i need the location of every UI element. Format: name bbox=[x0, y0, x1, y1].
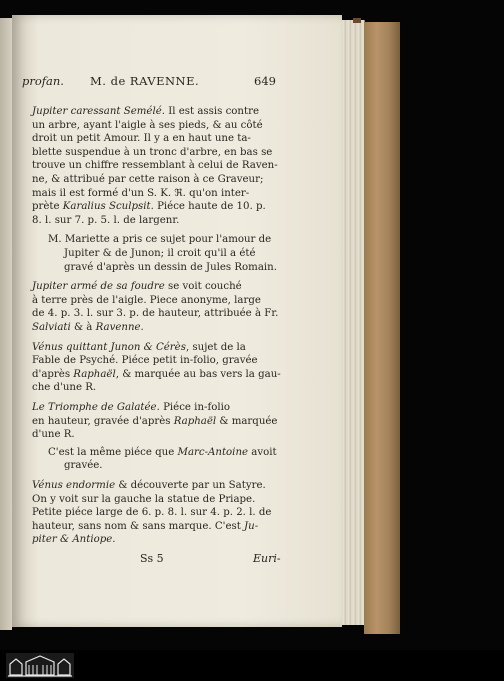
library-building-icon bbox=[6, 653, 74, 678]
text-line: prète Karalius Sculpsit. Piéce haute de 10. p. bbox=[32, 201, 266, 213]
text-line: 8. l. sur 7. p. 5. l. de largenr. bbox=[32, 214, 180, 226]
book-cover bbox=[364, 22, 400, 634]
text-line: Le Triomphe de Galatée. Piéce in-folio bbox=[32, 402, 230, 413]
text-line: trouve un chiffre ressemblant à celui de Raven- bbox=[32, 160, 278, 172]
entry-paragraph bbox=[32, 341, 332, 395]
catchword: Euri- bbox=[253, 552, 281, 565]
entry-paragraph bbox=[32, 401, 332, 442]
facing-page-edge bbox=[0, 18, 12, 630]
text-line: Vénus quittant Junon & Cérès, sujet de la bbox=[32, 341, 246, 353]
text-line: un arbre, ayant l'aigle à ses pieds, & au côté bbox=[32, 119, 263, 131]
running-head bbox=[22, 75, 337, 91]
running-head-title: M. de RAVENNE. bbox=[90, 74, 200, 88]
text-line: hauteur, sans nom & sans marque. C'est Ju- bbox=[32, 520, 259, 532]
entry-paragraph bbox=[48, 446, 332, 473]
viewer-footer bbox=[0, 650, 504, 681]
text-line: Vénus endormie & découverte par un Satyre. bbox=[32, 480, 266, 491]
text-line: de 4. p. 3. l. sur 3. p. de hauteur, attribuée à Fr. bbox=[32, 308, 279, 320]
signature-mark: Ss 5 bbox=[140, 552, 164, 565]
text-line: en hauteur, gravée d'après Raphaël & marquée bbox=[32, 415, 278, 427]
text-line: On y voit sur la gauche la statue de Priape. bbox=[32, 493, 256, 505]
text-line: mais il est formé d'un S. K. ℜ. qu'on inter- bbox=[32, 187, 250, 199]
page-stack-edges bbox=[342, 20, 365, 625]
entry-paragraph bbox=[32, 105, 332, 227]
text-line: Jupiter caressant Semélé. Il est assis contre bbox=[32, 106, 259, 117]
text-line: d'après Raphaël, & marquée au bas vers la gau- bbox=[32, 368, 281, 380]
bookmark-ribbon bbox=[353, 18, 361, 23]
text-line: piter & Antiope. bbox=[32, 534, 116, 546]
page-number: 649 bbox=[254, 74, 276, 88]
text-line: Petite piéce large de 6. p. 8. l. sur 4. p. 2. l. de bbox=[32, 507, 272, 519]
text-line: ne, & attribué par cette raison à ce Graveur; bbox=[32, 173, 264, 185]
text-line: C'est la même piéce que Marc-Antoine avoit bbox=[48, 446, 277, 458]
book-page bbox=[12, 15, 342, 627]
entry-paragraph bbox=[32, 479, 332, 547]
text-line: gravée. bbox=[64, 460, 103, 472]
text-line: M. Mariette a pris ce sujet pour l'amour de bbox=[48, 234, 272, 246]
entry-paragraph bbox=[48, 233, 332, 274]
text-line: che d'une R. bbox=[32, 382, 97, 394]
running-head-left: profan. bbox=[22, 74, 64, 88]
text-line: à terre près de l'aigle. Piece anonyme, large bbox=[32, 294, 261, 306]
entry-paragraph bbox=[32, 280, 332, 334]
text-line: droit un petit Amour. Il y a en haut une ta- bbox=[32, 133, 251, 145]
text-line: gravé d'après un dessin de Jules Romain. bbox=[64, 261, 277, 273]
text-line: Jupiter armé de sa foudre se voit couché bbox=[32, 281, 242, 293]
text-line: Fable de Psyché. Piéce petit in-folio, gravée bbox=[32, 355, 258, 367]
text-line: Salviati & à Ravenne. bbox=[32, 321, 144, 333]
text-line: d'une R. bbox=[32, 429, 75, 441]
text-line: Jupiter & de Junon; il croit qu'il a été bbox=[64, 247, 256, 259]
text-line: blette suspendue à un tronc d'arbre, en bas se bbox=[32, 146, 273, 158]
